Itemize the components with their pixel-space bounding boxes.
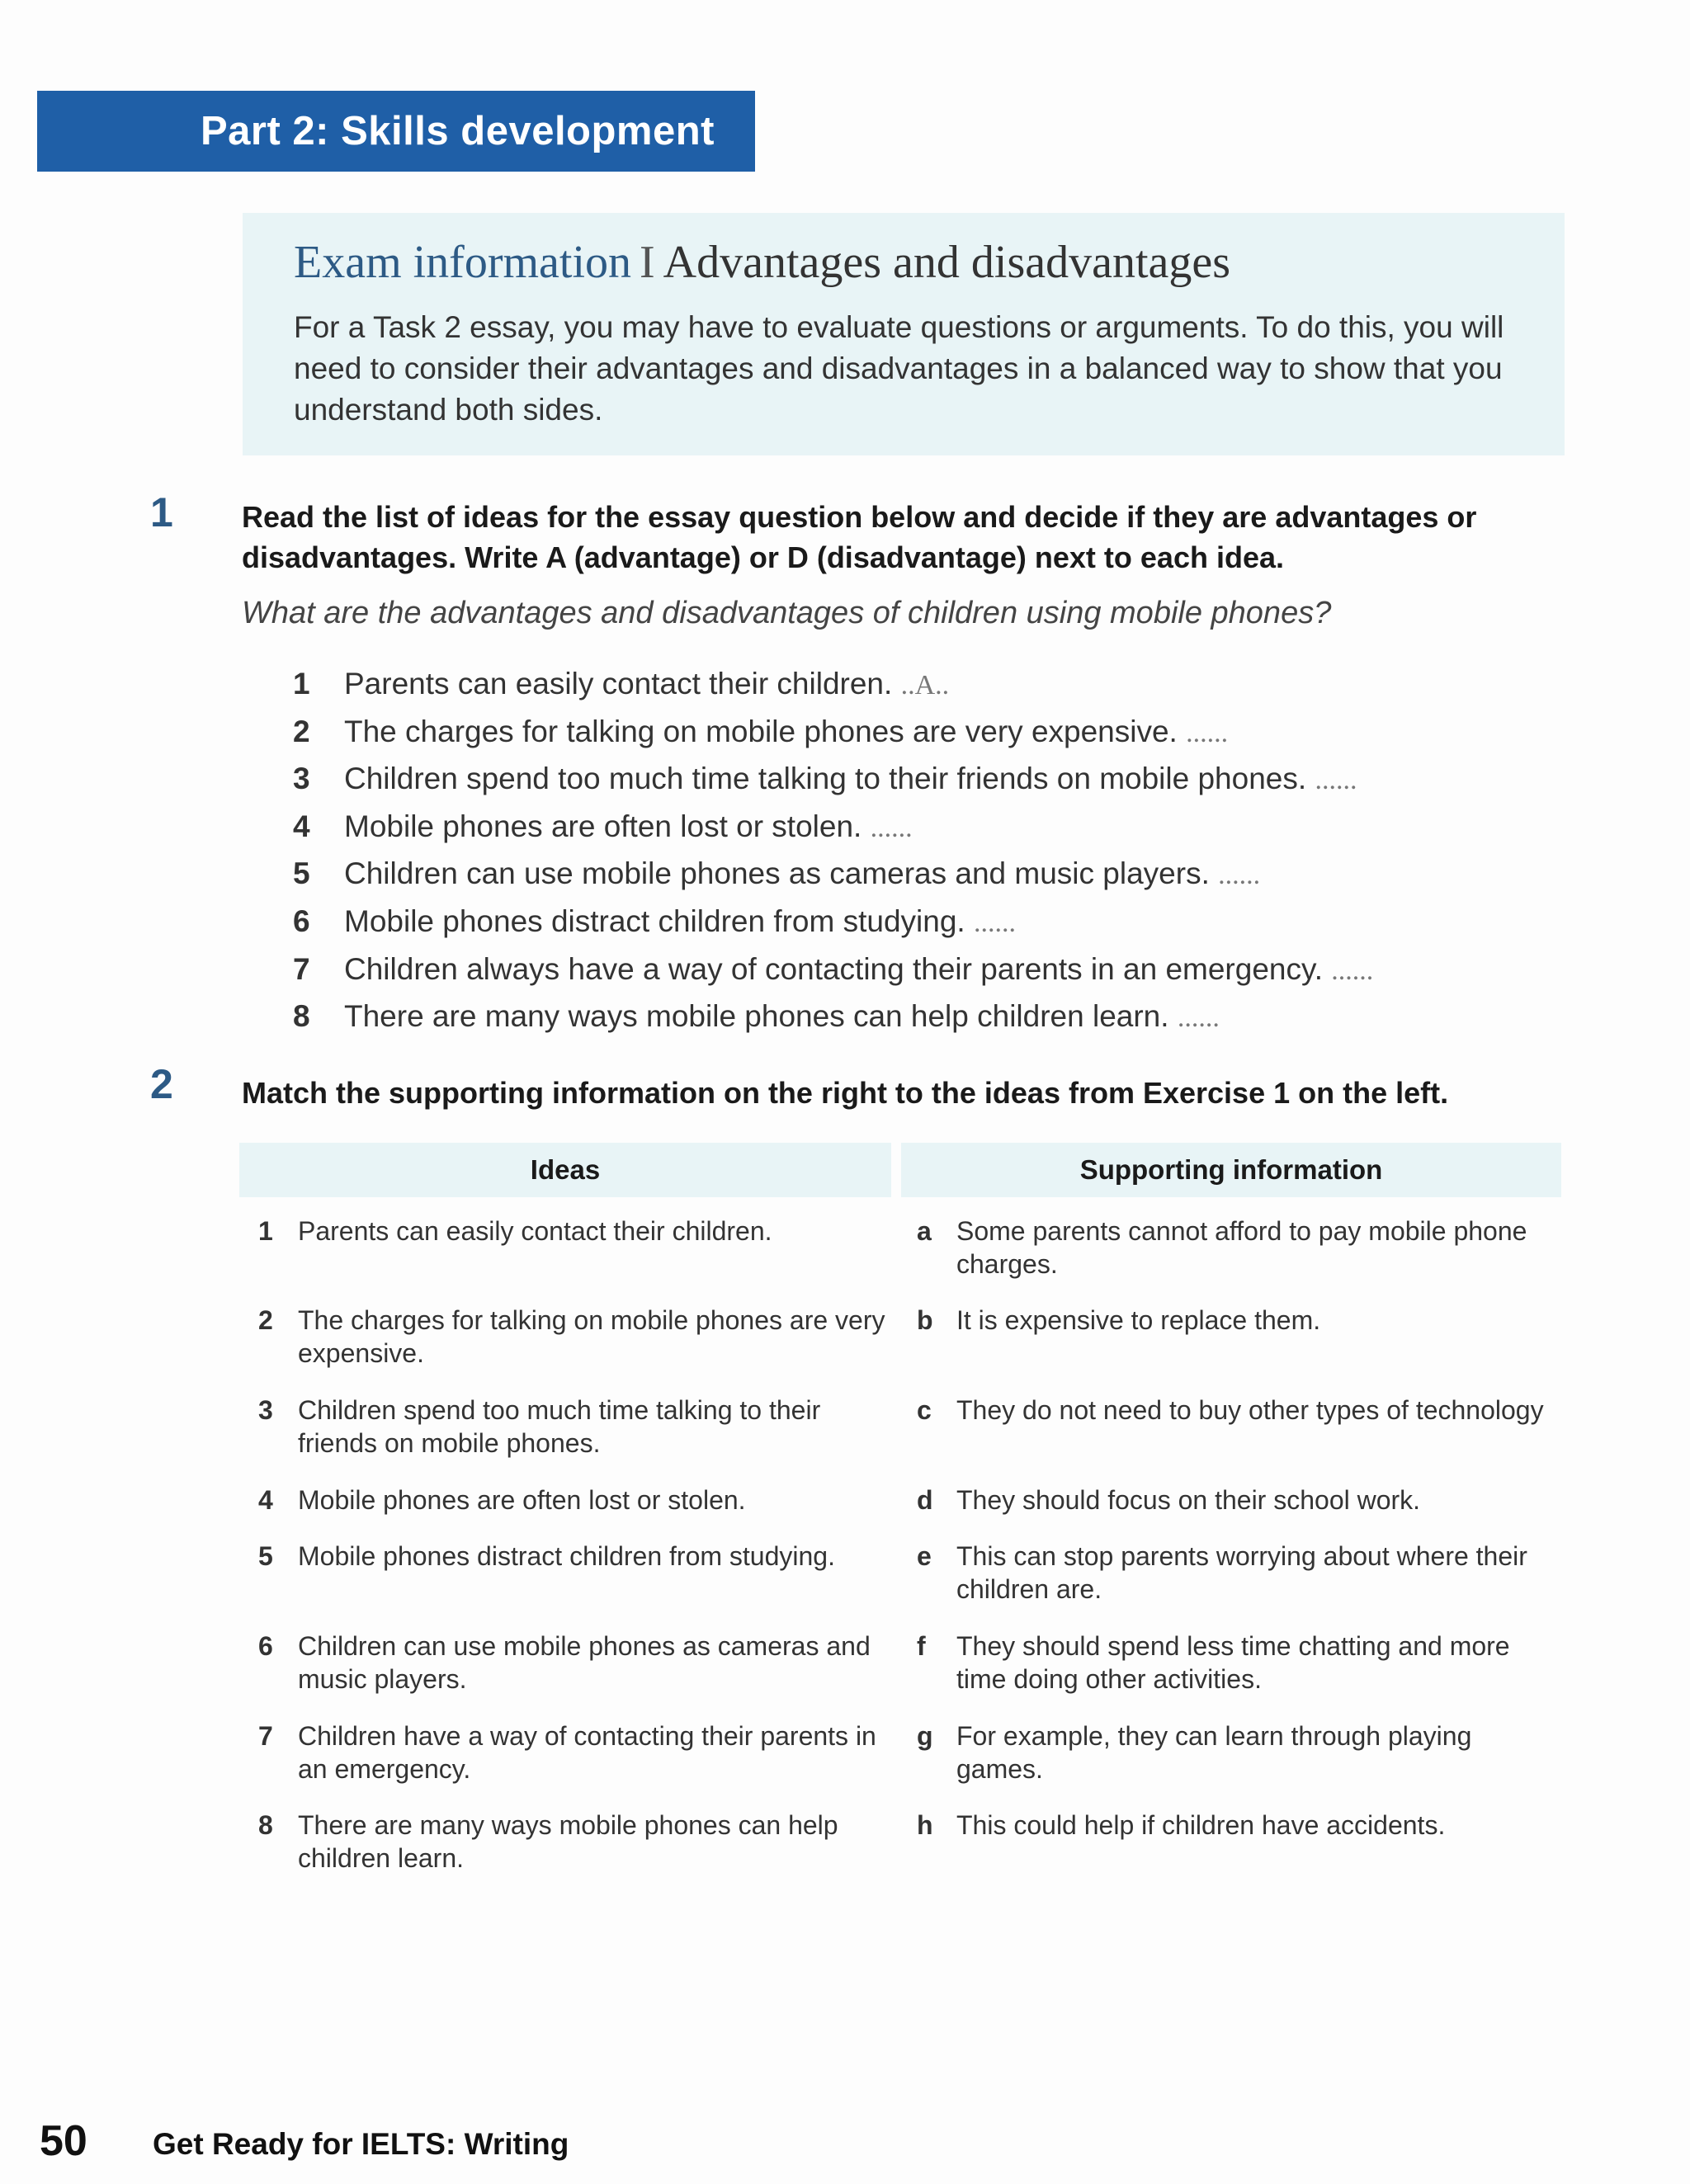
supporting-letter: e [917,1541,932,1571]
supporting-text: They should focus on their school work. [956,1485,1421,1515]
idea-text: Mobile phones are often lost or stolen. [298,1485,746,1515]
idea-text: Children can use mobile phones as cameras and music players. [298,1631,871,1694]
idea-text: Mobile phones distract children from studying. [298,1541,835,1571]
exercise-1-instruction: Read the list of ideas for the essay question below and decide if they are advantages or disadvantages. Write A (advantage) or D (disadvantage) next to each idea. [242,500,1477,574]
idea-number: 4 [258,1485,273,1515]
idea-text: Parents can easily contact their children. [298,1216,772,1246]
supporting-row [917,1484,1544,1517]
supporting-text: They do not need to buy other types of technology [956,1395,1544,1425]
idea-row [258,1215,885,1248]
idea-number: 1 [258,1216,273,1246]
supporting-row [917,1215,1544,1281]
list-item [293,898,1531,946]
answer-blank[interactable]: ...... [1218,860,1261,891]
idea-row [258,1304,885,1370]
supporting-text: For example, they can learn through playing games. [956,1721,1472,1784]
idea-number: 7 [258,1721,273,1751]
idea-row [258,1719,885,1785]
list-item [293,660,1531,708]
idea-number: 3 [258,1395,273,1425]
page-number: 50 [40,2117,87,2165]
supporting-letter: d [917,1485,933,1515]
idea-row [258,1484,885,1517]
answer-blank[interactable]: ...... [870,812,913,843]
supporting-letter: g [917,1721,933,1751]
exam-info-heading [294,233,1515,292]
idea-number: 6 [258,1631,273,1661]
supporting-text: This could help if children have accidents. [956,1810,1446,1840]
exam-information-box [243,213,1565,455]
book-title: Get Ready for IELTS: Writing [153,2127,569,2161]
ideas-column-header: Ideas [239,1143,891,1197]
supporting-letter: a [917,1216,932,1246]
exercise-2-number: 2 [150,1061,173,1107]
idea-text: Children have a way of contacting their parents in an emergency. [298,1721,876,1784]
answer-blank[interactable]: ...... [1186,717,1229,748]
supporting-letter: f [917,1631,926,1661]
idea-text: The charges for talking on mobile phones are very expensive. [298,1305,885,1368]
exam-info-separator: I [640,237,655,288]
supporting-letter: b [917,1305,933,1335]
list-item [293,946,1531,993]
item-text: Children always have a way of contacting their parents in an emergency. [344,951,1324,986]
supporting-text: Some parents cannot afford to pay mobile phone charges. [956,1216,1527,1279]
answer-blank[interactable]: ...... [1315,765,1357,796]
supporting-text: They should spend less time chatting and more time doing other activities. [956,1631,1510,1694]
item-number: 8 [293,999,310,1034]
exercise-1-idea-list [293,660,1531,1040]
item-text: There are many ways mobile phones can help children learn. [344,999,1169,1034]
item-text: Mobile phones distract children from studying. [344,903,965,938]
supporting-row [917,1394,1544,1427]
essay-question: What are the advantages and disadvantages of children using mobile phones? [242,596,1332,630]
answer-blank[interactable]: ...... [1177,1002,1220,1034]
exercise-1-number: 1 [150,489,173,535]
exam-info-text: For a Task 2 essay, you may have to evaluate questions or arguments. To do this, you will need to consider their advantages and disadvantages in a balanced way to show that you understand both sides. [294,310,1504,427]
exam-info-title: Exam information [294,237,632,288]
supporting-row [917,1540,1544,1606]
matching-table-header [239,1143,1561,1197]
exam-info-subtitle: Advantages and disadvantages [663,237,1231,288]
supporting-row [917,1809,1544,1842]
item-number: 4 [293,809,310,843]
item-number: 7 [293,951,310,986]
idea-row [258,1394,885,1460]
idea-row [258,1540,885,1573]
item-text: The charges for talking on mobile phones are very expensive. [344,714,1178,748]
supporting-letter: h [917,1810,933,1840]
part-banner: Part 2: Skills development [37,91,755,172]
item-number: 5 [293,856,310,891]
idea-number: 5 [258,1541,273,1571]
answer-blank[interactable]: ..A.. [900,670,950,700]
supporting-column-header: Supporting information [901,1143,1561,1197]
idea-text: There are many ways mobile phones can help children learn. [298,1810,838,1873]
list-item [293,755,1531,803]
item-number: 6 [293,903,310,938]
item-number: 1 [293,667,310,700]
item-number: 2 [293,714,310,748]
supporting-letter: c [917,1395,932,1425]
idea-row [258,1630,885,1696]
item-text: Parents can easily contact their children. [344,667,893,700]
supporting-row [917,1630,1544,1696]
idea-number: 8 [258,1810,273,1840]
list-item [293,993,1531,1040]
supporting-text: This can stop parents worrying about where their children are. [956,1541,1527,1604]
answer-blank[interactable]: ...... [973,907,1016,938]
list-item [293,708,1531,756]
list-item [293,850,1531,898]
list-item [293,803,1531,851]
answer-blank[interactable]: ...... [1331,955,1374,986]
idea-text: Children spend too much time talking to their friends on mobile phones. [298,1395,821,1458]
supporting-text: It is expensive to replace them. [956,1305,1321,1335]
exercise-2-instruction: Match the supporting information on the right to the ideas from Exercise 1 on the left. [242,1076,1449,1110]
supporting-row [917,1304,1544,1337]
item-text: Mobile phones are often lost or stolen. [344,809,862,843]
supporting-row [917,1719,1544,1785]
item-text: Children spend too much time talking to their friends on mobile phones. [344,762,1307,796]
item-number: 3 [293,762,310,796]
item-text: Children can use mobile phones as cameras and music players. [344,856,1210,891]
idea-row [258,1809,885,1875]
idea-number: 2 [258,1305,273,1335]
